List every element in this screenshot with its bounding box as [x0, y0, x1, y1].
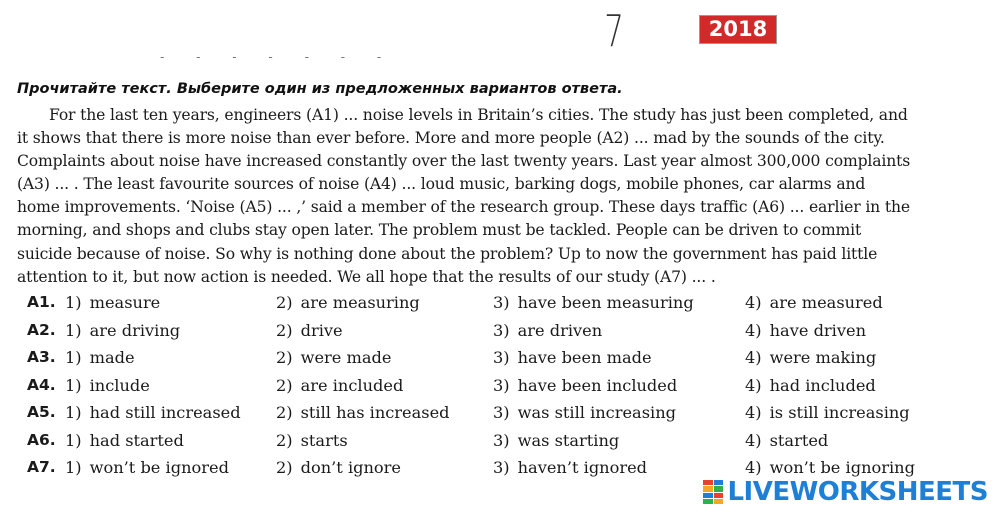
liveworksheets-logo-icon — [703, 480, 723, 504]
option-a7-4[interactable]: 4) won’t be ignoring — [745, 458, 915, 477]
passage-line: morning, and shops and clubs stay open later. The problem must be tackled. People can be driven to commit — [17, 221, 862, 240]
liveworksheets-watermark — [703, 477, 988, 507]
question-label: A7. — [27, 458, 56, 476]
watermark-text: LIVEWORKSHEETS — [727, 477, 988, 507]
option-a1-2[interactable]: 2) are measuring — [276, 293, 420, 312]
option-a1-4[interactable]: 4) are measured — [745, 293, 883, 312]
option-a3-3[interactable]: 3) have been made — [493, 348, 652, 367]
passage-line: suicide because of noise. So why is nothing done about the problem? Up to now the government has paid little — [17, 244, 878, 263]
reading-passage — [17, 104, 969, 289]
option-a6-3[interactable]: 3) was starting — [493, 430, 620, 450]
option-a3-2[interactable]: 2) were made — [276, 348, 392, 367]
question-label: A1. — [27, 293, 56, 311]
passage-line: (A3) ... . The least favourite sources of noise (A4) ... loud music, barking dogs, mobile phones, car alarms and — [17, 175, 866, 194]
passage-line: Complaints about noise have increased constantly over the last twenty years. Last year almost 300,000 complaints — [17, 152, 911, 171]
year-badge: 2018 — [699, 15, 777, 44]
option-a7-1[interactable]: 1) won’t be ignored — [65, 458, 229, 477]
passage-line: home improvements. ‘Noise (A5) ... ,’ said a member of the research group. These days traffic (A6) ... earlier in the — [17, 198, 910, 217]
option-a2-2[interactable]: 2) drive — [276, 320, 343, 340]
decorative-dashes: - - - - - - - — [160, 50, 396, 64]
handwritten-number: 7 — [604, 6, 624, 57]
question-label: A6. — [27, 430, 56, 449]
question-label: A3. — [27, 348, 56, 366]
question-label: A5. — [27, 403, 56, 421]
option-a4-2[interactable]: 2) are included — [276, 375, 404, 395]
option-a4-3[interactable]: 3) have been included — [493, 375, 678, 395]
option-a3-1[interactable]: 1) made — [65, 348, 135, 367]
option-a1-1[interactable]: 1) measure — [65, 293, 161, 312]
option-a4-1[interactable]: 1) include — [65, 375, 150, 395]
passage-line: it shows that there is more noise than ever before. More and more people (A2) ... mad by the sounds of the city. — [17, 129, 885, 148]
option-a5-1[interactable]: 1) had still increased — [65, 403, 241, 422]
task-instruction: Прочитайте текст. Выберите один из предложенных вариантов ответа. — [17, 81, 623, 97]
question-label: A4. — [27, 375, 56, 394]
question-label: A2. — [27, 320, 56, 339]
option-a5-4[interactable]: 4) is still increasing — [745, 403, 910, 422]
option-a1-3[interactable]: 3) have been measuring — [493, 293, 694, 312]
option-a5-2[interactable]: 2) still has increased — [276, 403, 450, 422]
option-a4-4[interactable]: 4) had included — [745, 375, 876, 395]
option-a6-4[interactable]: 4) started — [745, 430, 829, 450]
option-a2-1[interactable]: 1) are driving — [65, 320, 181, 340]
option-a6-2[interactable]: 2) starts — [276, 430, 348, 450]
option-a7-3[interactable]: 3) haven’t ignored — [493, 458, 648, 477]
passage-line: For the last ten years, engineers (A1) ... noise levels in Britain’s cities. The study has just been completed, and — [49, 106, 908, 124]
option-a2-3[interactable]: 3) are driven — [493, 320, 603, 340]
option-a7-2[interactable]: 2) don’t ignore — [276, 458, 401, 477]
option-a2-4[interactable]: 4) have driven — [745, 320, 866, 340]
passage-line: attention to it, but now action is needed. We all hope that the results of our study (A7) ... . — [17, 267, 716, 286]
option-a6-1[interactable]: 1) had started — [65, 430, 184, 450]
option-a3-4[interactable]: 4) were making — [745, 348, 877, 367]
option-a5-3[interactable]: 3) was still increasing — [493, 403, 676, 422]
